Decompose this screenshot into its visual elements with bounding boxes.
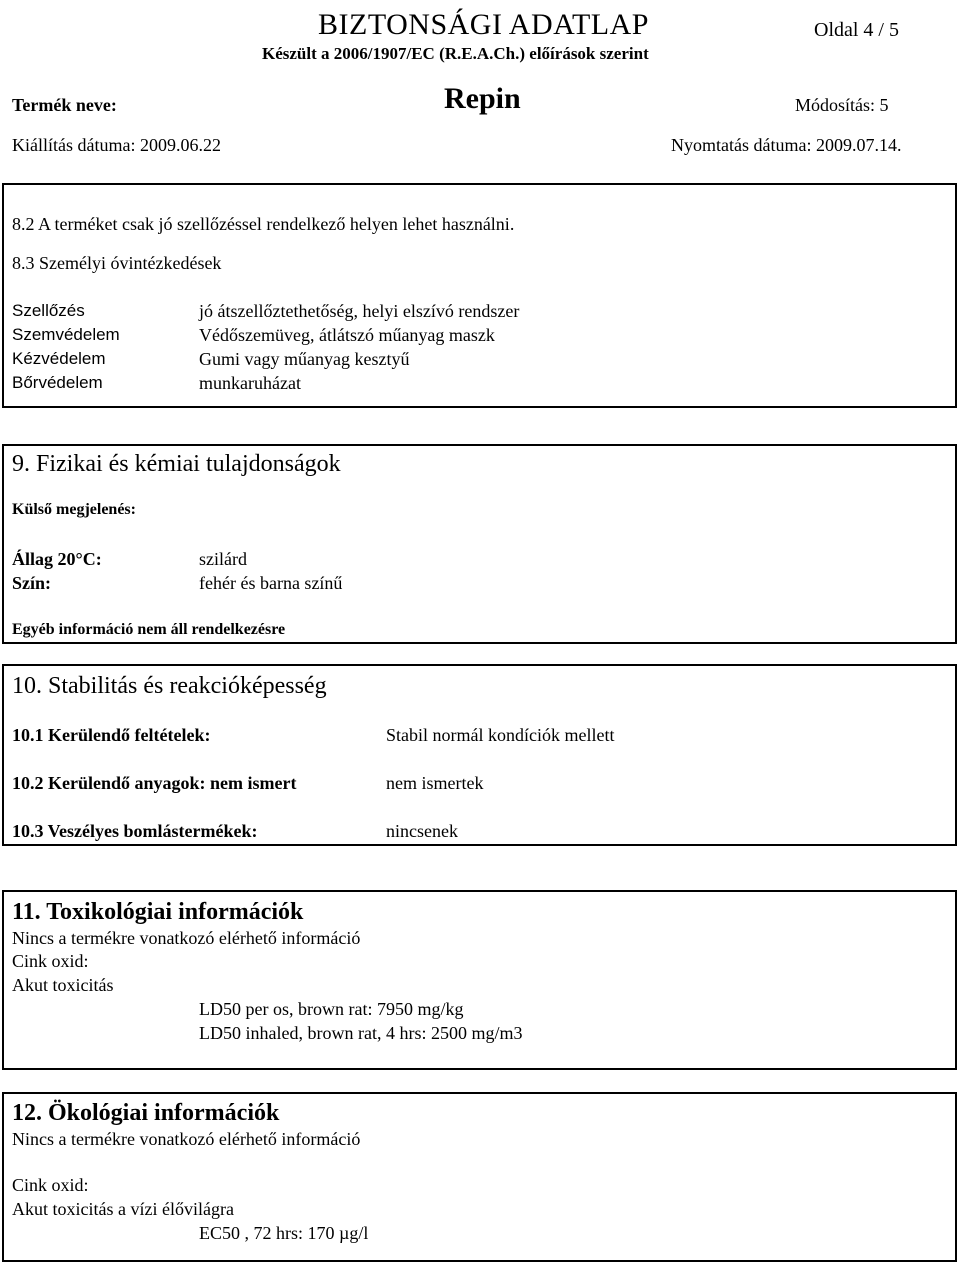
ppe-label-hand: Kézvédelem [12, 349, 106, 368]
ppe-value-hand: Gumi vagy műanyag kesztyű [199, 349, 410, 369]
state-value: szilárd [199, 549, 247, 569]
ppe-value-eye: Védőszemüveg, átlátszó műanyag maszk [199, 325, 495, 345]
revision-number: Módosítás: 5 [795, 95, 889, 115]
decomposition-value: nincsenek [386, 821, 458, 841]
ppe-label-ventilation: Szellőzés [12, 301, 85, 320]
ecology-no-info: Nincs a termékre vonatkozó elérhető információ [12, 1129, 361, 1149]
ec50-value: EC50 , 72 hrs: 170 µg/l [199, 1223, 369, 1243]
color-label: Szín: [12, 573, 52, 593]
issue-date: Kiállítás dátuma: 2009.06.22 [12, 135, 221, 155]
page-number: Oldal 4 / 5 [814, 19, 899, 41]
ecology-substance: Cink oxid: [12, 1175, 89, 1195]
section-9-heading: 9. Fizikai és kémiai tulajdonságok [12, 451, 341, 477]
appearance-label: Külső megjelenés: [12, 501, 136, 518]
ld50-inhaled: LD50 inhaled, brown rat, 4 hrs: 2500 mg/m3 [199, 1023, 523, 1043]
ppe-value-skin: munkaruházat [199, 373, 301, 393]
toxicology-no-info: Nincs a termékre vonatkozó elérhető információ [12, 928, 361, 948]
materials-label: 10.2 Kerülendő anyagok: nem ismert [12, 773, 297, 793]
section-12-heading: 12. Ökológiai információk [12, 1100, 280, 1126]
conditions-value: Stabil normál kondíciók mellett [386, 725, 615, 745]
conditions-label: 10.1 Kerülendő feltételek: [12, 725, 211, 745]
document-title: BIZTONSÁGI ADATLAP [318, 8, 649, 41]
product-name: Repin [444, 82, 521, 115]
ppe-label-skin: Bőrvédelem [12, 373, 103, 392]
other-info-note: Egyéb információ nem áll rendelkezésre [12, 621, 286, 638]
materials-value: nem ismertek [386, 773, 484, 793]
ld50-oral: LD50 per os, brown rat: 7950 mg/kg [199, 999, 464, 1019]
toxicology-substance: Cink oxid: [12, 951, 89, 971]
ppe-label-eye: Szemvédelem [12, 325, 120, 344]
regulation-subtitle: Készült a 2006/1907/EC (R.E.A.Ch.) előírások szerint [262, 44, 649, 63]
ppe-value-ventilation: jó átszellőztethetőség, helyi elszívó rendszer [199, 301, 520, 321]
print-date: Nyomtatás dátuma: 2009.07.14. [671, 135, 902, 155]
aquatic-toxicity-label: Akut toxicitás a vízi élővilágra [12, 1199, 234, 1219]
section-10-heading: 10. Stabilitás és reakcióképesség [12, 673, 327, 699]
section-8-3-heading: 8.3 Személyi óvintézkedések [12, 253, 222, 273]
acute-toxicity-label: Akut toxicitás [12, 975, 114, 995]
color-value: fehér és barna színű [199, 573, 343, 593]
decomposition-label: 10.3 Veszélyes bomlástermékek: [12, 821, 258, 841]
product-label: Termék neve: [12, 95, 117, 115]
section-8-2-text: 8.2 A terméket csak jó szellőzéssel rendelkező helyen lehet használni. [12, 214, 515, 234]
section-11-heading: 11. Toxikológiai információk [12, 899, 304, 925]
state-label: Állag 20°C: [12, 549, 102, 569]
